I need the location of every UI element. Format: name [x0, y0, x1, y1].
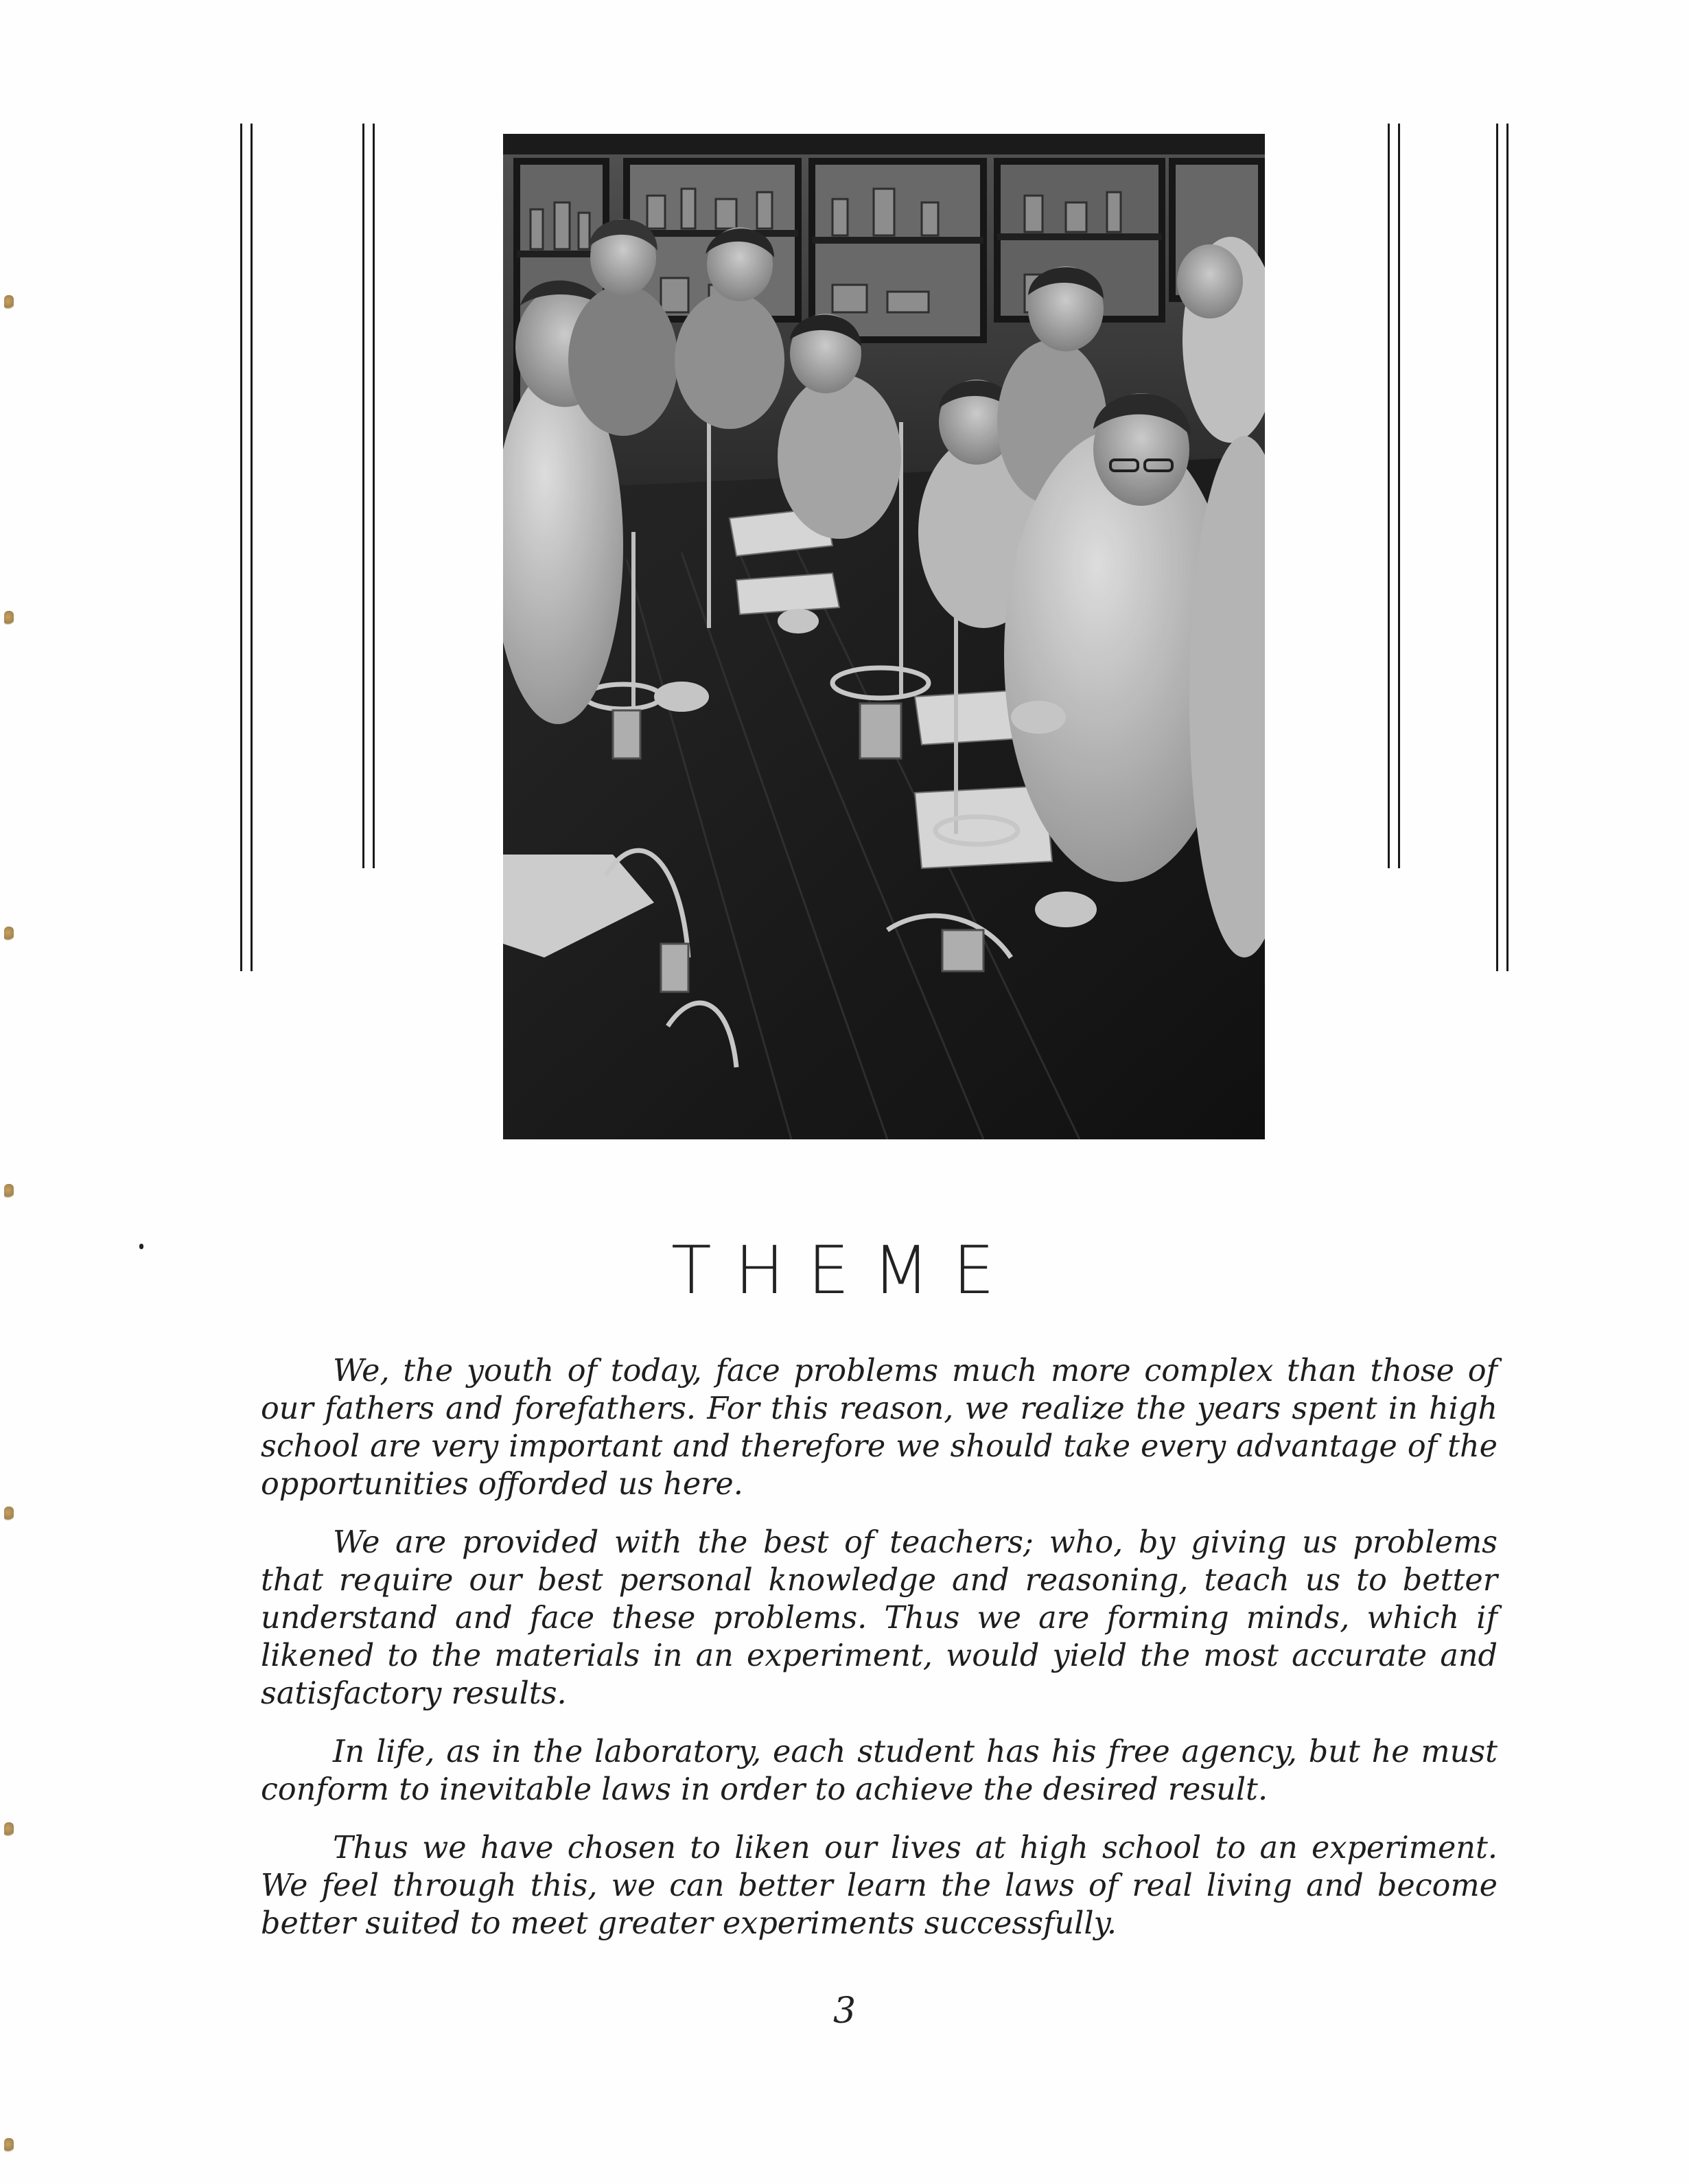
- binder-mark: [4, 295, 14, 310]
- right-outer-rule: [1496, 124, 1498, 971]
- left-inner-rule: [373, 124, 375, 868]
- left-outer-rule: [251, 124, 253, 971]
- binder-mark: [4, 2138, 14, 2153]
- paragraph: In life, as in the laboratory, each student has his free agency, but he must conform to inevitable laws in order to achieve the desired result.: [261, 1734, 1498, 1807]
- page-title: THEME: [671, 1232, 1018, 1309]
- binder-mark: [4, 927, 14, 942]
- paragraph: We are provided with the best of teachers; who, by giving us problems that require our best personal knowledge and reasoning, teach us to better understand and face these problems. Thus we are forming minds, which if likened to the materials in an experiment, would yield the most accurate and satisfactory results.: [261, 1525, 1498, 1711]
- lab-photo: [503, 134, 1265, 1139]
- left-inner-rule: [362, 124, 364, 868]
- right-inner-rule: [1398, 124, 1400, 868]
- page-number: 3: [832, 1990, 857, 2032]
- right-outer-rule: [1506, 124, 1509, 971]
- binder-mark: [4, 1507, 14, 1522]
- theme-text: [261, 1352, 1498, 1963]
- binder-mark: [4, 1822, 14, 1837]
- binder-mark: [4, 1184, 14, 1199]
- paragraph: Thus we have chosen to liken our lives at high school to an experiment. We feel through this, we can better learn the laws of real living and become better suited to meet greater experiments successfully.: [261, 1831, 1498, 1941]
- right-inner-rule: [1388, 124, 1390, 868]
- binder-mark: [4, 611, 14, 626]
- paragraph: We, the youth of today, face problems much more complex than those of our fathers and forefathers. For this reason, we realize the years spent in high school are very important and therefore we should take every advantage of the opportunities offorded us here.: [261, 1354, 1498, 1502]
- left-outer-rule: [240, 124, 242, 971]
